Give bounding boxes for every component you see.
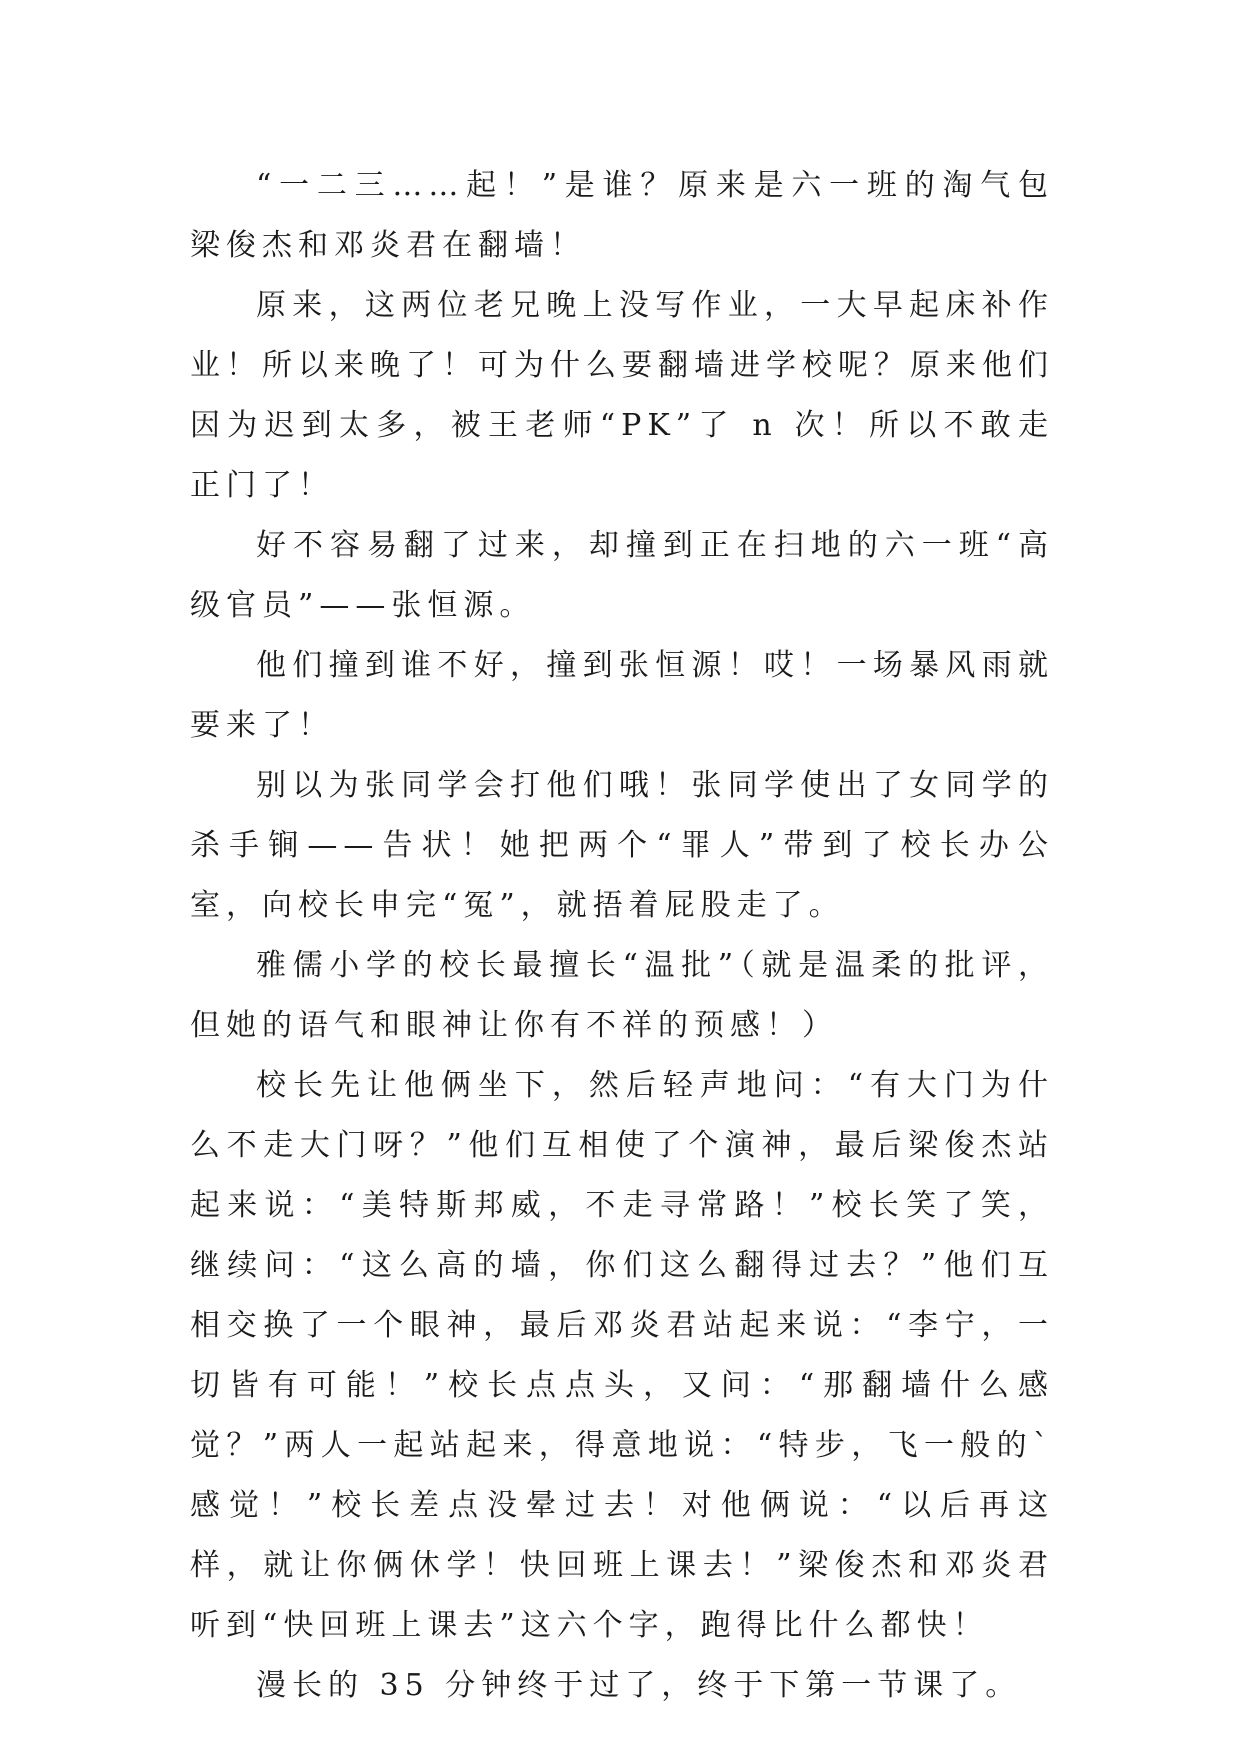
paragraph-8: 漫长的 35 分钟终于过了，终于下第一节课了。 [256, 1668, 1022, 1703]
paragraph-6: 雅儒小学的校长最擅长“温批”（就是温柔的批评，但她的语气和眼神让你有不祥的预感！） [190, 948, 1054, 1043]
document-body [190, 156, 1054, 1716]
paragraph-5: 别以为张同学会打他们哦！张同学使出了女同学的杀手锏——告状！她把两个“罪人”带到了校长办公室，向校长申完“冤”，就捂着屁股走了。 [190, 768, 1054, 923]
paragraph-3: 好不容易翻了过来，却撞到正在扫地的六一班“高级官员”——张恒源。 [190, 528, 1054, 623]
paragraph-1: “一二三……起！”是谁？原来是六一班的淘气包梁俊杰和邓炎君在翻墙！ [190, 168, 1054, 263]
paragraph-4: 他们撞到谁不好，撞到张恒源！哎！一场暴风雨就要来了！ [190, 648, 1054, 743]
paragraph-7: 校长先让他俩坐下，然后轻声地问：“有大门为什么不走大门呀？”他们互相使了个演神，最后梁俊杰站起来说：“美特斯邦威，不走寻常路！”校长笑了笑，继续问：“这么高的墙，你们这么翻得过去？”他们互相交换了一个眼神，最后邓炎君站起来说：“李宁，一切皆有可能！”校长点点头，又问：“那翻墙什么感觉？”两人一起站起来，得意地说：“特步，飞一般的`感觉！”校长差点没晕过去！对他俩说：“以后再这样，就让你俩休学！快回班上课去！”梁俊杰和邓炎君听到“快回班上课去”这六个字，跑得比什么都快！ [190, 1068, 1054, 1643]
paragraph-2: 原来，这两位老兄晚上没写作业，一大早起床补作业！所以来晚了！可为什么要翻墙进学校呢？原来他们因为迟到太多，被王老师“PK”了 n 次！所以不敢走正门了！ [190, 288, 1054, 503]
